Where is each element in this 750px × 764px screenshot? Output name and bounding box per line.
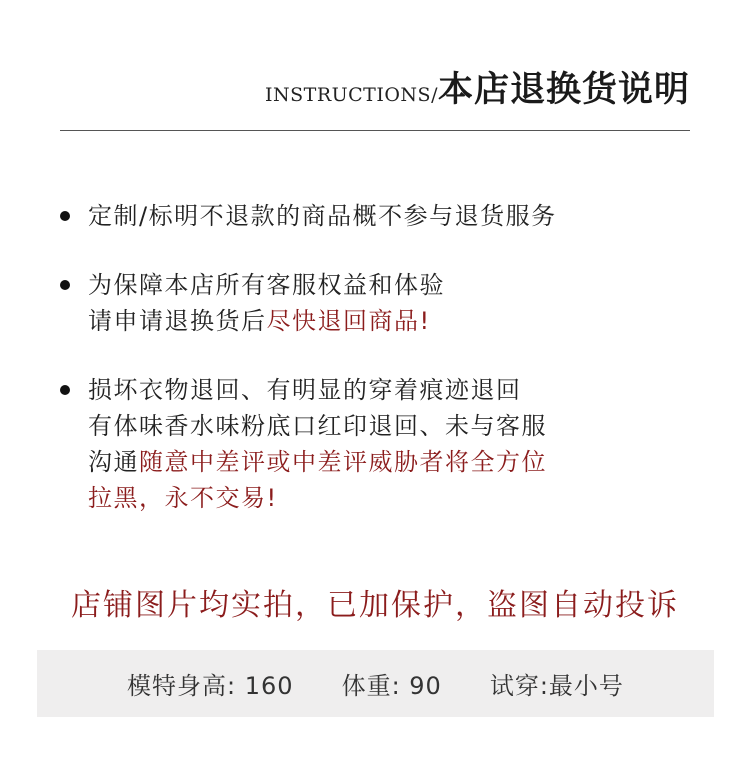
- policy-line: [88, 480, 700, 516]
- policy-text: 请申请退换货后: [88, 307, 267, 335]
- bullet-icon: [60, 280, 70, 290]
- policy-text: 定制/标明不退款的商品概不参与退货服务: [88, 202, 557, 230]
- bullet-icon: [60, 385, 70, 395]
- policy-highlight: 随意中差评或中差评威胁者将全方位: [139, 448, 547, 476]
- policy-line: [88, 267, 700, 303]
- model-info-bar: [37, 650, 714, 717]
- bullet-icon: [60, 211, 70, 221]
- policy-highlight: 拉黑，永不交易!: [88, 484, 278, 512]
- page-header: [0, 62, 690, 112]
- photo-notice: 店铺图片均实拍，已加保护，盗图自动投诉: [71, 588, 679, 623]
- policy-line: [88, 408, 700, 444]
- policy-item-custom: [60, 198, 700, 234]
- policy-line: [88, 303, 700, 339]
- policy-highlight: 尽快退回商品!: [266, 307, 431, 335]
- header-english: INSTRUCTIONS/: [265, 84, 438, 106]
- model-size: 试穿:最小号: [489, 672, 624, 700]
- model-height: 模特身高: 160: [127, 672, 294, 700]
- policy-item-return-fast: [60, 267, 700, 339]
- policy-text: 为保障本店所有客服权益和体验: [88, 271, 445, 299]
- policy-text: 沟通: [88, 448, 139, 476]
- policy-text: 有体味香水味粉底口红印退回、未与客服: [88, 412, 547, 440]
- header-divider: [60, 130, 690, 131]
- policy-line: [88, 198, 700, 234]
- model-weight: 体重: 90: [341, 672, 442, 700]
- page-title: 本店退换货说明: [437, 69, 690, 110]
- policy-item-rejections: [60, 372, 700, 516]
- policy-line: [88, 444, 700, 480]
- policy-line: [88, 372, 700, 408]
- policy-list: [60, 198, 700, 516]
- policy-text: 损坏衣物退回、有明显的穿着痕迹退回: [88, 376, 522, 404]
